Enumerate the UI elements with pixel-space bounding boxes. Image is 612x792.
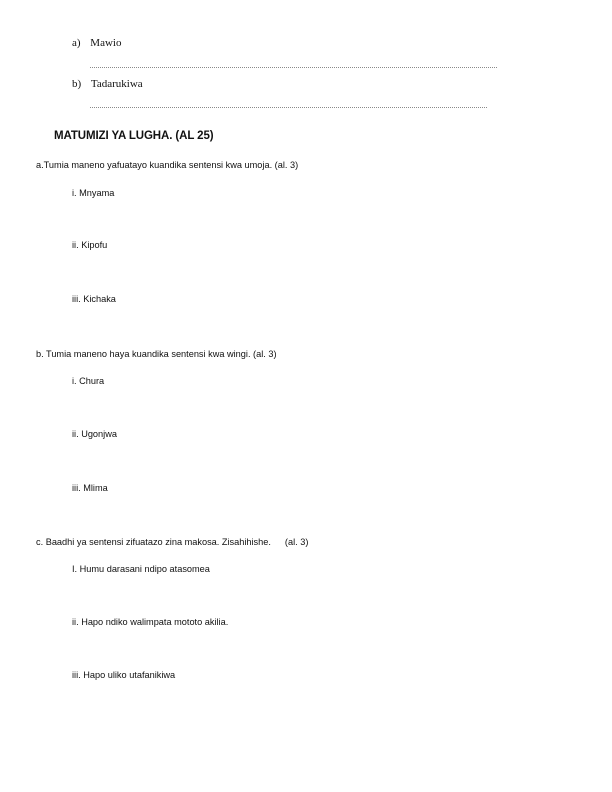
answer-line-a[interactable]	[90, 67, 497, 68]
section-heading: MATUMIZI YA LUGHA. (AL 25)	[54, 130, 214, 142]
vocab-item-label: a)	[72, 37, 81, 49]
question-item: iii. Mlima	[72, 483, 108, 493]
question-prompt	[36, 537, 308, 547]
question-prompt: b. Tumia maneno haya kuandika sentensi kwa wingi. (al. 3)	[36, 349, 277, 359]
question-marks: (al. 3)	[284, 537, 309, 547]
question-item: I. Humu darasani ndipo atasomea	[72, 564, 210, 574]
question-item: iii. Kichaka	[72, 294, 116, 304]
answer-line-b[interactable]	[90, 107, 487, 108]
vocab-item-word: Mawio	[90, 37, 122, 49]
question-item: ii. Ugonjwa	[72, 429, 117, 439]
question-prompt-text: c. Baadhi ya sentensi zifuatazo zina makosa. Zisahihishe.	[36, 537, 271, 547]
vocab-item-word: Tadarukiwa	[90, 78, 143, 90]
question-item: ii. Kipofu	[72, 240, 108, 250]
question-item: i. Chura	[72, 376, 105, 386]
vocab-item-a	[72, 37, 121, 49]
question-item: ii. Hapo ndiko walimpata mototo akilia.	[72, 617, 229, 627]
vocab-item-label: b)	[72, 78, 82, 90]
question-item: i. Mnyama	[72, 188, 115, 198]
question-prompt: a.Tumia maneno yafuatayo kuandika sentensi kwa umoja. (al. 3)	[36, 160, 299, 170]
vocab-item-b	[72, 78, 143, 90]
question-item: iii. Hapo uliko utafanikiwa	[72, 670, 176, 680]
